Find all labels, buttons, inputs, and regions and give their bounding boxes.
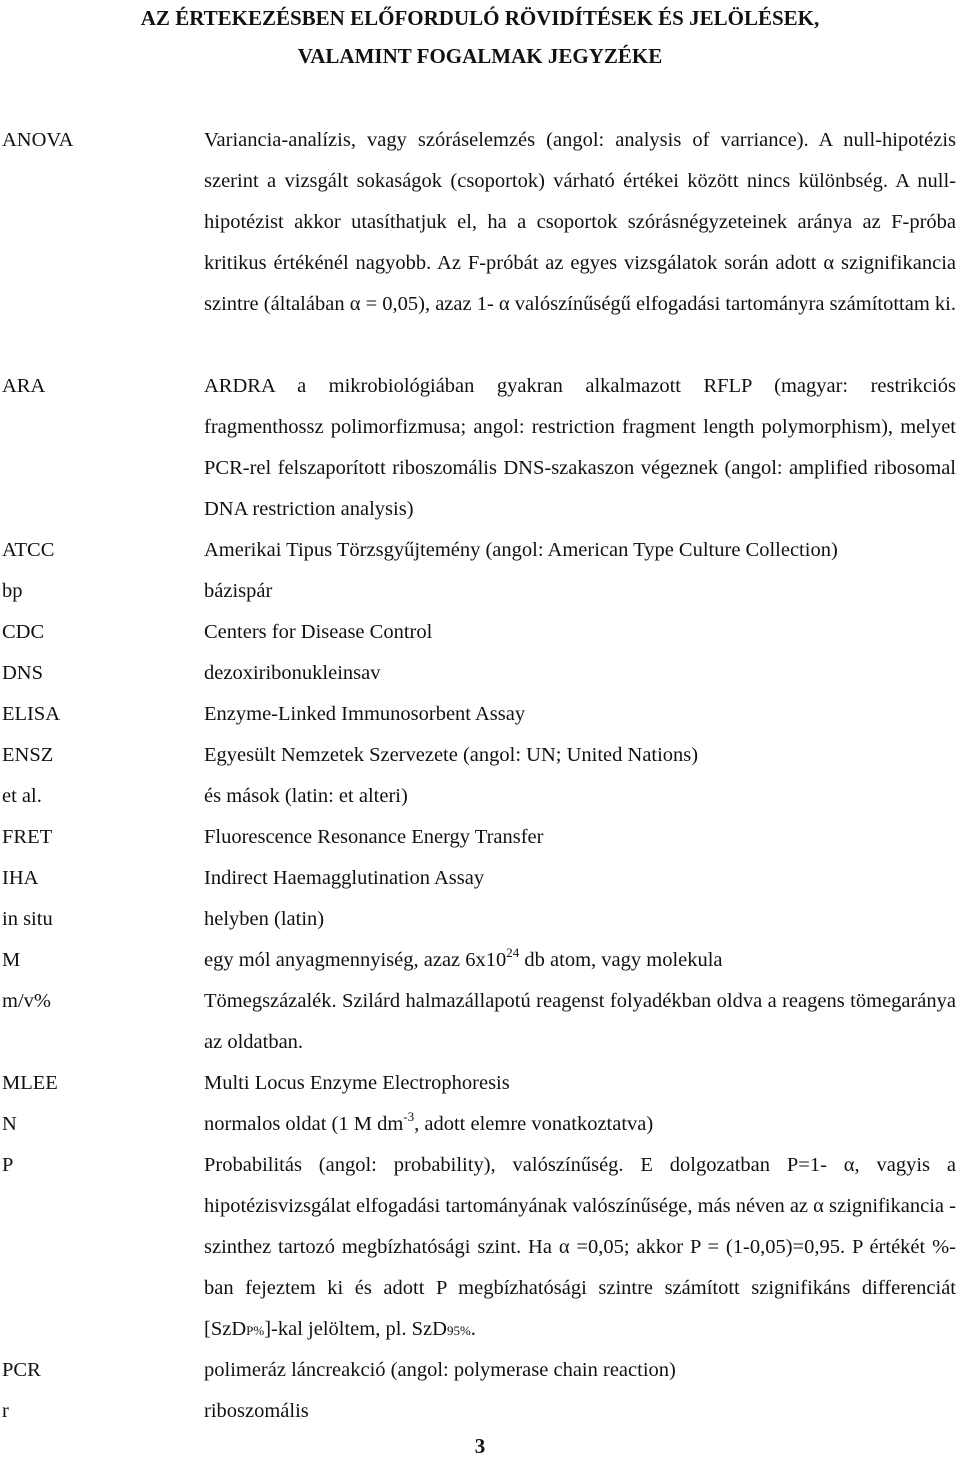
- glossary-term: PCR: [2, 1359, 41, 1381]
- glossary-term: ENSZ: [2, 744, 54, 766]
- glossary-term: m/v%: [2, 990, 51, 1012]
- glossary-term: ATCC: [2, 539, 55, 561]
- definition-text: normalos oldat (1 M dm: [204, 1113, 404, 1135]
- glossary-definition: bázispár: [204, 580, 273, 602]
- glossary-definition: [204, 940, 956, 982]
- glossary-term: P: [2, 1154, 14, 1176]
- subscript-text: 95%: [446, 1323, 471, 1338]
- definition-text: ]-kal jelöltem, pl. SzD: [264, 1318, 447, 1340]
- definition-text: egy mól anyagmennyiség, azaz 6x10: [204, 949, 507, 971]
- glossary-term: ANOVA: [2, 129, 74, 151]
- glossary-definition: riboszomális: [204, 1400, 309, 1422]
- glossary-term: r: [2, 1400, 9, 1422]
- glossary-definition: Amerikai Tipus Törzsgyűjtemény (angol: American Type Culture Collection): [204, 539, 838, 561]
- glossary-definition: ARDRA a mikrobiológiában gyakran alkalmazott RFLP (magyar: restrikciós fragmenthossz polimorfizmusa; angol: restriction fragment length polymorphism), melyet PCR-rel felszaporított riboszomális DNS-szakaszon végeznek (angol: amplified ribosomal DNA restriction analysis): [204, 375, 956, 520]
- definition-text: db atom, vagy molekula: [519, 949, 723, 971]
- glossary-definition: Multi Locus Enzyme Electrophoresis: [204, 1072, 510, 1094]
- definition-text: .: [470, 1318, 476, 1340]
- glossary-term: in situ: [2, 908, 53, 930]
- glossary-term: ARA: [2, 375, 46, 397]
- glossary-definition: Enzyme-Linked Immunosorbent Assay: [204, 703, 526, 725]
- exponent-superscript: -3: [403, 1109, 415, 1124]
- glossary-definition: Egyesült Nemzetek Szervezete (angol: UN; United Nations): [204, 744, 699, 766]
- exponent-superscript: 24: [506, 945, 520, 960]
- glossary-term: MLEE: [2, 1072, 58, 1094]
- glossary-definition: Fluorescence Resonance Energy Transfer: [204, 826, 544, 848]
- glossary-term: M: [2, 949, 21, 971]
- glossary-definition: és mások (latin: et alteri): [204, 785, 408, 807]
- definition-text: , adott elemre vonatkoztatva): [414, 1113, 654, 1135]
- glossary-term: et al.: [2, 785, 42, 807]
- glossary-term: N: [2, 1113, 17, 1135]
- subscript-text: P%: [246, 1323, 265, 1338]
- page-title-line-1: AZ ÉRTEKEZÉSBEN ELŐFORDULÓ RÖVIDÍTÉSEK ÉS JELÖLÉSEK,: [140, 6, 820, 30]
- glossary-definition: [204, 1145, 956, 1351]
- glossary-term: bp: [2, 580, 23, 602]
- glossary-term: CDC: [2, 621, 45, 643]
- glossary-term: DNS: [2, 662, 44, 684]
- definition-text: Probabilitás (angol: probability), valószínűség. E dolgozatban P=1- α, vagyis a hipotézisvizsgálat elfogadási tartományának valószínűsége, más néven az α szignifikancia - szinthez tartozó megbízhatósági szint. Ha α =0,05; akkor P = (1-0,05)=0,95. P értékét %-ban fejeztem ki és adott P megbízhatósági szintre számított szignifikáns differenciát [SzD: [204, 1154, 956, 1340]
- glossary-definition: dezoxiribonukleinsav: [204, 662, 381, 684]
- glossary-term: FRET: [2, 826, 53, 848]
- glossary-definition: Indirect Haemagglutination Assay: [204, 867, 485, 889]
- glossary-definition: [204, 1104, 956, 1146]
- glossary-definition: Centers for Disease Control: [204, 621, 433, 643]
- glossary-definition: Variancia-analízis, vagy szóráselemzés (angol: analysis of varriance). A null-hipotézis szerint a vizsgált sokaságok (csoportok) várható értékei között nincs különbség. A null-hipotézist akkor utasíthatjuk el, ha a csoportok szórásnégyzeteinek aránya az F-próba kritikus értékénél nagyobb. Az F-próbát az egyes vizsgálatok során adott α szignifikancia szintre (általában α = 0,05), azaz 1- α valószínűségű elfogadási tartományra számítottam ki.: [204, 129, 956, 315]
- glossary-term: ELISA: [2, 703, 61, 725]
- glossary-definition: polimeráz láncreakció (angol: polymerase chain reaction): [204, 1359, 676, 1381]
- page-number: 3: [474, 1434, 486, 1458]
- glossary-definition: helyben (latin): [204, 908, 325, 930]
- glossary-term: IHA: [2, 867, 39, 889]
- glossary-definition: Tömegszázalék. Szilárd halmazállapotú reagenst folyadékban oldva a reagens tömegaránya az oldatban.: [204, 990, 956, 1053]
- page-title-line-2: VALAMINT FOGALMAK JEGYZÉKE: [297, 44, 663, 68]
